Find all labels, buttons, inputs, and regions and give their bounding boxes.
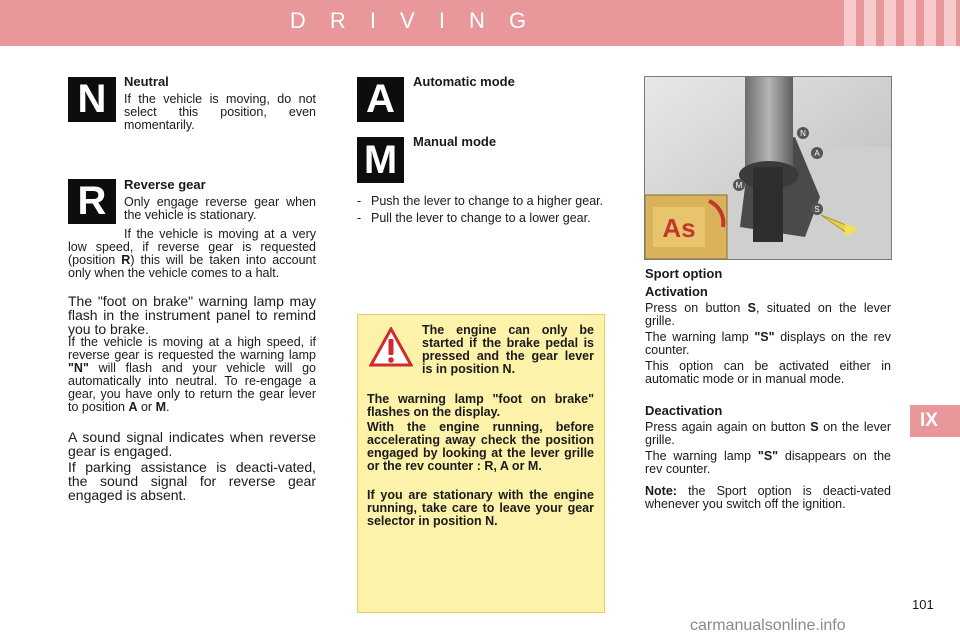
neutral-icon: N: [68, 77, 116, 122]
reverse-p5: A sound signal indicates when reverse gear is engaged.: [68, 429, 316, 459]
note: Note: the Sport option is deacti-vated whenever you switch off the ignition.: [645, 484, 891, 511]
grille-letter-m: M: [735, 181, 743, 190]
deactivation-p1: Press again again on button S on the lever grille.: [645, 420, 891, 447]
reverse-p1: Only engage reverse gear when the vehicle is stationary.: [124, 195, 316, 222]
activation-p2: The warning lamp "S" displays on the rev counter.: [645, 330, 891, 357]
reverse-title: Reverse gear: [124, 177, 206, 192]
neutral-title: Neutral: [124, 74, 169, 89]
sport-title: Sport option: [645, 266, 723, 281]
header-stripes: [828, 0, 960, 46]
automatic-icon: A: [357, 77, 404, 122]
reverse-p4: If the vehicle is moving at a high speed, if reverse gear is requested the warning lamp "N" will flash and your vehicle will go automatically into neutral. To re-engage a gear, you have only to return the gear lever to position A or M.: [68, 335, 316, 414]
manual-step: - Push the lever to change to a higher gear.: [357, 194, 604, 208]
warning-p4: If you are stationary with the engine running, take care to leave your gear selector in position N.: [367, 488, 594, 528]
warning-box: [357, 314, 605, 613]
manual-title: Manual mode: [413, 134, 497, 149]
warning-p2: The warning lamp "foot on brake" flashes on the display.: [367, 392, 594, 419]
page-header: [0, 0, 960, 46]
watermark: carmanualsonline.info: [690, 617, 846, 634]
activation-p3: This option can be activated either in automatic mode or in manual mode.: [645, 359, 891, 386]
reverse-p3: The "foot on brake" warning lamp may flash in the instrument panel to remind you to brake.: [68, 293, 316, 337]
manual-step: - Pull the lever to change to a lower gear.: [357, 211, 591, 225]
grille-letter-s: S: [814, 205, 820, 214]
section-title: D R I V I N G: [289, 8, 536, 33]
grille-letter-n: N: [800, 129, 806, 138]
manual-steps: [357, 195, 604, 225]
manual-icon: M: [357, 137, 404, 183]
automatic-title: Automatic mode: [413, 74, 515, 89]
warning-intro: The engine can only be started if the brake pedal is pressed and the gear lever is in position N.: [422, 323, 594, 376]
reverse-icon: R: [68, 179, 116, 224]
deactivation-title: Deactivation: [645, 403, 723, 418]
reverse-p6: If parking assistance is deacti-vated, the sound signal for reverse gear engaged is absent.: [68, 459, 316, 503]
gear-lever-photo: [644, 76, 892, 260]
activation-p1: Press on button S, situated on the lever grille.: [645, 301, 891, 328]
grille-letter-a: A: [814, 149, 820, 158]
warning-p3: With the engine running, before accelerating away check the position engaged by looking at the lever grille or the rev counter : R, A or M.: [367, 420, 594, 473]
deactivation-p2: The warning lamp "S" disappears on the rev counter.: [645, 449, 891, 476]
gear-lever-illustration: [645, 77, 891, 259]
warning-icon: [369, 327, 413, 367]
chapter-tab[interactable]: IX: [910, 405, 960, 437]
neutral-text: If the vehicle is moving, do not select this position, even momentarily.: [124, 92, 316, 132]
activation-title: Activation: [645, 284, 708, 299]
page-number: 101: [912, 597, 934, 612]
reverse-p2: If the vehicle is moving at a very low speed, if reverse gear is requested (position R) this will be taken into account only when the vehicle comes to a halt.: [68, 227, 316, 280]
sport-display: As: [662, 213, 696, 243]
